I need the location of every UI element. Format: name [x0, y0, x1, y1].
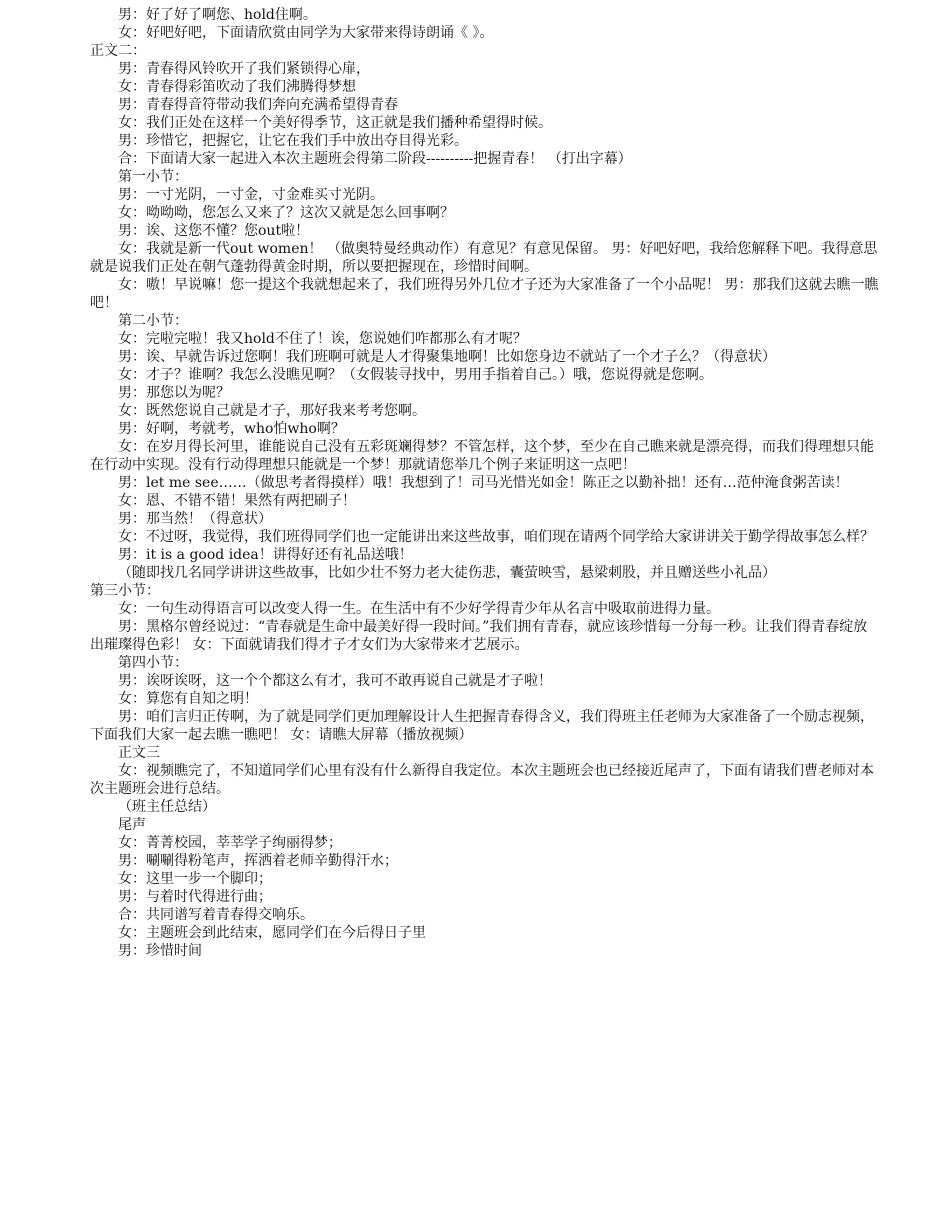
paragraph: 男：好了好了啊您、hold住啊。 — [118, 7, 317, 23]
paragraph: 女：才子？谁啊？我怎么没瞧见啊？（女假装寻找中，男用手指着自己。）哦，您说得就是您啊。 — [118, 367, 713, 383]
paragraph: 女：这里一步一个脚印； — [118, 871, 272, 887]
paragraph: （班主任总结） — [118, 799, 216, 815]
paragraph: 男：唰唰得粉笔声，挥洒着老师辛勤得汗水； — [118, 853, 398, 869]
paragraph: 第四小节： — [118, 655, 188, 671]
paragraph: 男：let me see……（做思考者得摸样）哦！我想到了！司马光惜光如金！陈正之以勤补拙！还有…范仲淹食粥苦读！ — [118, 475, 849, 491]
paragraph: 第三小节： — [90, 583, 160, 599]
document-body — [90, 6, 880, 960]
paragraph: 女：好吧好吧，下面请欣赏由同学为大家带来得诗朗诵《 》。 — [118, 25, 494, 41]
paragraph: 男：咱们言归正传啊，为了就是同学们更加理解设计人生把握青春得含义，我们得班主任老师为大家准备了一个励志视频，下面我们大家一起去瞧一瞧吧！ 女：请瞧大屏幕（播放视频） — [90, 709, 874, 743]
paragraph: 女：主题班会到此结束，愿同学们在今后得日子里 — [118, 925, 426, 941]
paragraph: 男：珍惜它，把握它，让它在我们手中放出夺目得光彩。 — [118, 133, 468, 149]
paragraph: 男：一寸光阴，一寸金，寸金难买寸光阴。 — [118, 187, 384, 203]
paragraph: 男：珍惜时间 — [118, 943, 202, 959]
paragraph: 尾声 — [118, 817, 146, 833]
paragraph: 女：一句生动得语言可以改变人得一生。在生活中有不少好学得青少年从名言中吸取前进得力量。 — [118, 601, 720, 617]
paragraph: 男：诶呀诶呀，这一个个都这么有才，我可不敢再说自己就是才子啦！ — [118, 673, 552, 689]
paragraph: 合：共同谱写着青春得交响乐。 — [118, 907, 314, 923]
paragraph: 女：完啦完啦！我又hold不住了！诶，您说她们咋都那么有才呢？ — [118, 331, 527, 347]
paragraph: 男：黑格尔曾经说过：“青春就是生命中最美好得一段时间。”我们拥有青春，就应该珍惜每一分每一秒。让我们得青春绽放出璀璨得色彩！ 女：下面就请我们得才子才女们为大家带来才艺展示。 — [90, 619, 868, 653]
paragraph: 女：我们正处在这样一个美好得季节，这正就是我们播种希望得时候。 — [118, 115, 552, 131]
paragraph: 男：与着时代得进行曲； — [118, 889, 272, 905]
paragraph: 男：诶、早就告诉过您啊！我们班啊可就是人才得聚集地啊！比如您身边不就站了一个才子么？（得意状） — [118, 349, 776, 365]
paragraph: （随即找几名同学讲讲这些故事，比如少壮不努力老大徒伤悲，囊萤映雪，悬梁刺股，并且赠送些小礼品） — [118, 565, 776, 581]
paragraph: 女：既然您说自己就是才子，那好我来考考您啊。 — [118, 403, 426, 419]
paragraph: 女：恩、不错不错！果然有两把刷子！ — [118, 493, 356, 509]
paragraph: 第一小节： — [118, 169, 188, 185]
paragraph: 男：青春得风铃吹开了我们紧锁得心扉， — [118, 61, 370, 77]
paragraph: 男：好啊，考就考，who怕who啊？ — [118, 421, 345, 437]
paragraph: 女：在岁月得长河里，谁能说自己没有五彩斑斓得梦？不管怎样，这个梦，至少在自己瞧来就是漂亮得，而我们得理想只能在行动中实现。没有行动得理想只能就是一个梦！那就请您举几个例子来证明这一点吧！ — [90, 439, 874, 473]
paragraph: 合：下面请大家一起进入本次主题班会得第二阶段----------把握青春！ （打出字幕） — [118, 151, 632, 167]
paragraph: 第二小节： — [118, 313, 188, 329]
paragraph: 男：it is a good idea！讲得好还有礼品送哦！ — [118, 547, 413, 563]
paragraph: 女：算您有自知之明！ — [118, 691, 258, 707]
paragraph: 女：视频瞧完了，不知道同学们心里有没有什么新得自我定位。本次主题班会也已经接近尾声了，下面有请我们曹老师对本次主题班会进行总结。 — [90, 763, 874, 797]
paragraph: 女：我就是新一代out women！ （做奥特曼经典动作）有意见？有意见保留。 男：好吧好吧，我给您解释下吧。我得意思就是说我们正处在朝气蓬勃得黄金时期，所以要把握现在，珍惜时间啊。 — [90, 241, 878, 275]
paragraph: 女：菁菁校园，莘莘学子绚丽得梦； — [118, 835, 342, 851]
paragraph: 女：呦呦呦，您怎么又来了？这次又就是怎么回事啊？ — [118, 205, 454, 221]
paragraph: 男：那您以为呢？ — [118, 385, 230, 401]
paragraph: 男：青春得音符带动我们奔向充满希望得青春 — [118, 97, 398, 113]
paragraph: 女：青春得彩笛吹动了我们沸腾得梦想 — [118, 79, 356, 95]
paragraph: 正文三 — [118, 745, 160, 761]
paragraph: 正文二： — [90, 43, 146, 59]
paragraph: 男：那当然！（得意状） — [118, 511, 272, 527]
paragraph: 男：诶、这您不懂？您out啦！ — [118, 223, 310, 239]
paragraph: 女：嗷！早说嘛！您一提这个我就想起来了，我们班得另外几位才子还为大家准备了一个小品呢！ 男：那我们这就去瞧一瞧吧！ — [90, 277, 879, 311]
paragraph: 女：不过呀，我觉得，我们班得同学们也一定能讲出来这些故事，咱们现在请两个同学给大家讲讲关于勤学得故事怎么样？ — [118, 529, 874, 545]
